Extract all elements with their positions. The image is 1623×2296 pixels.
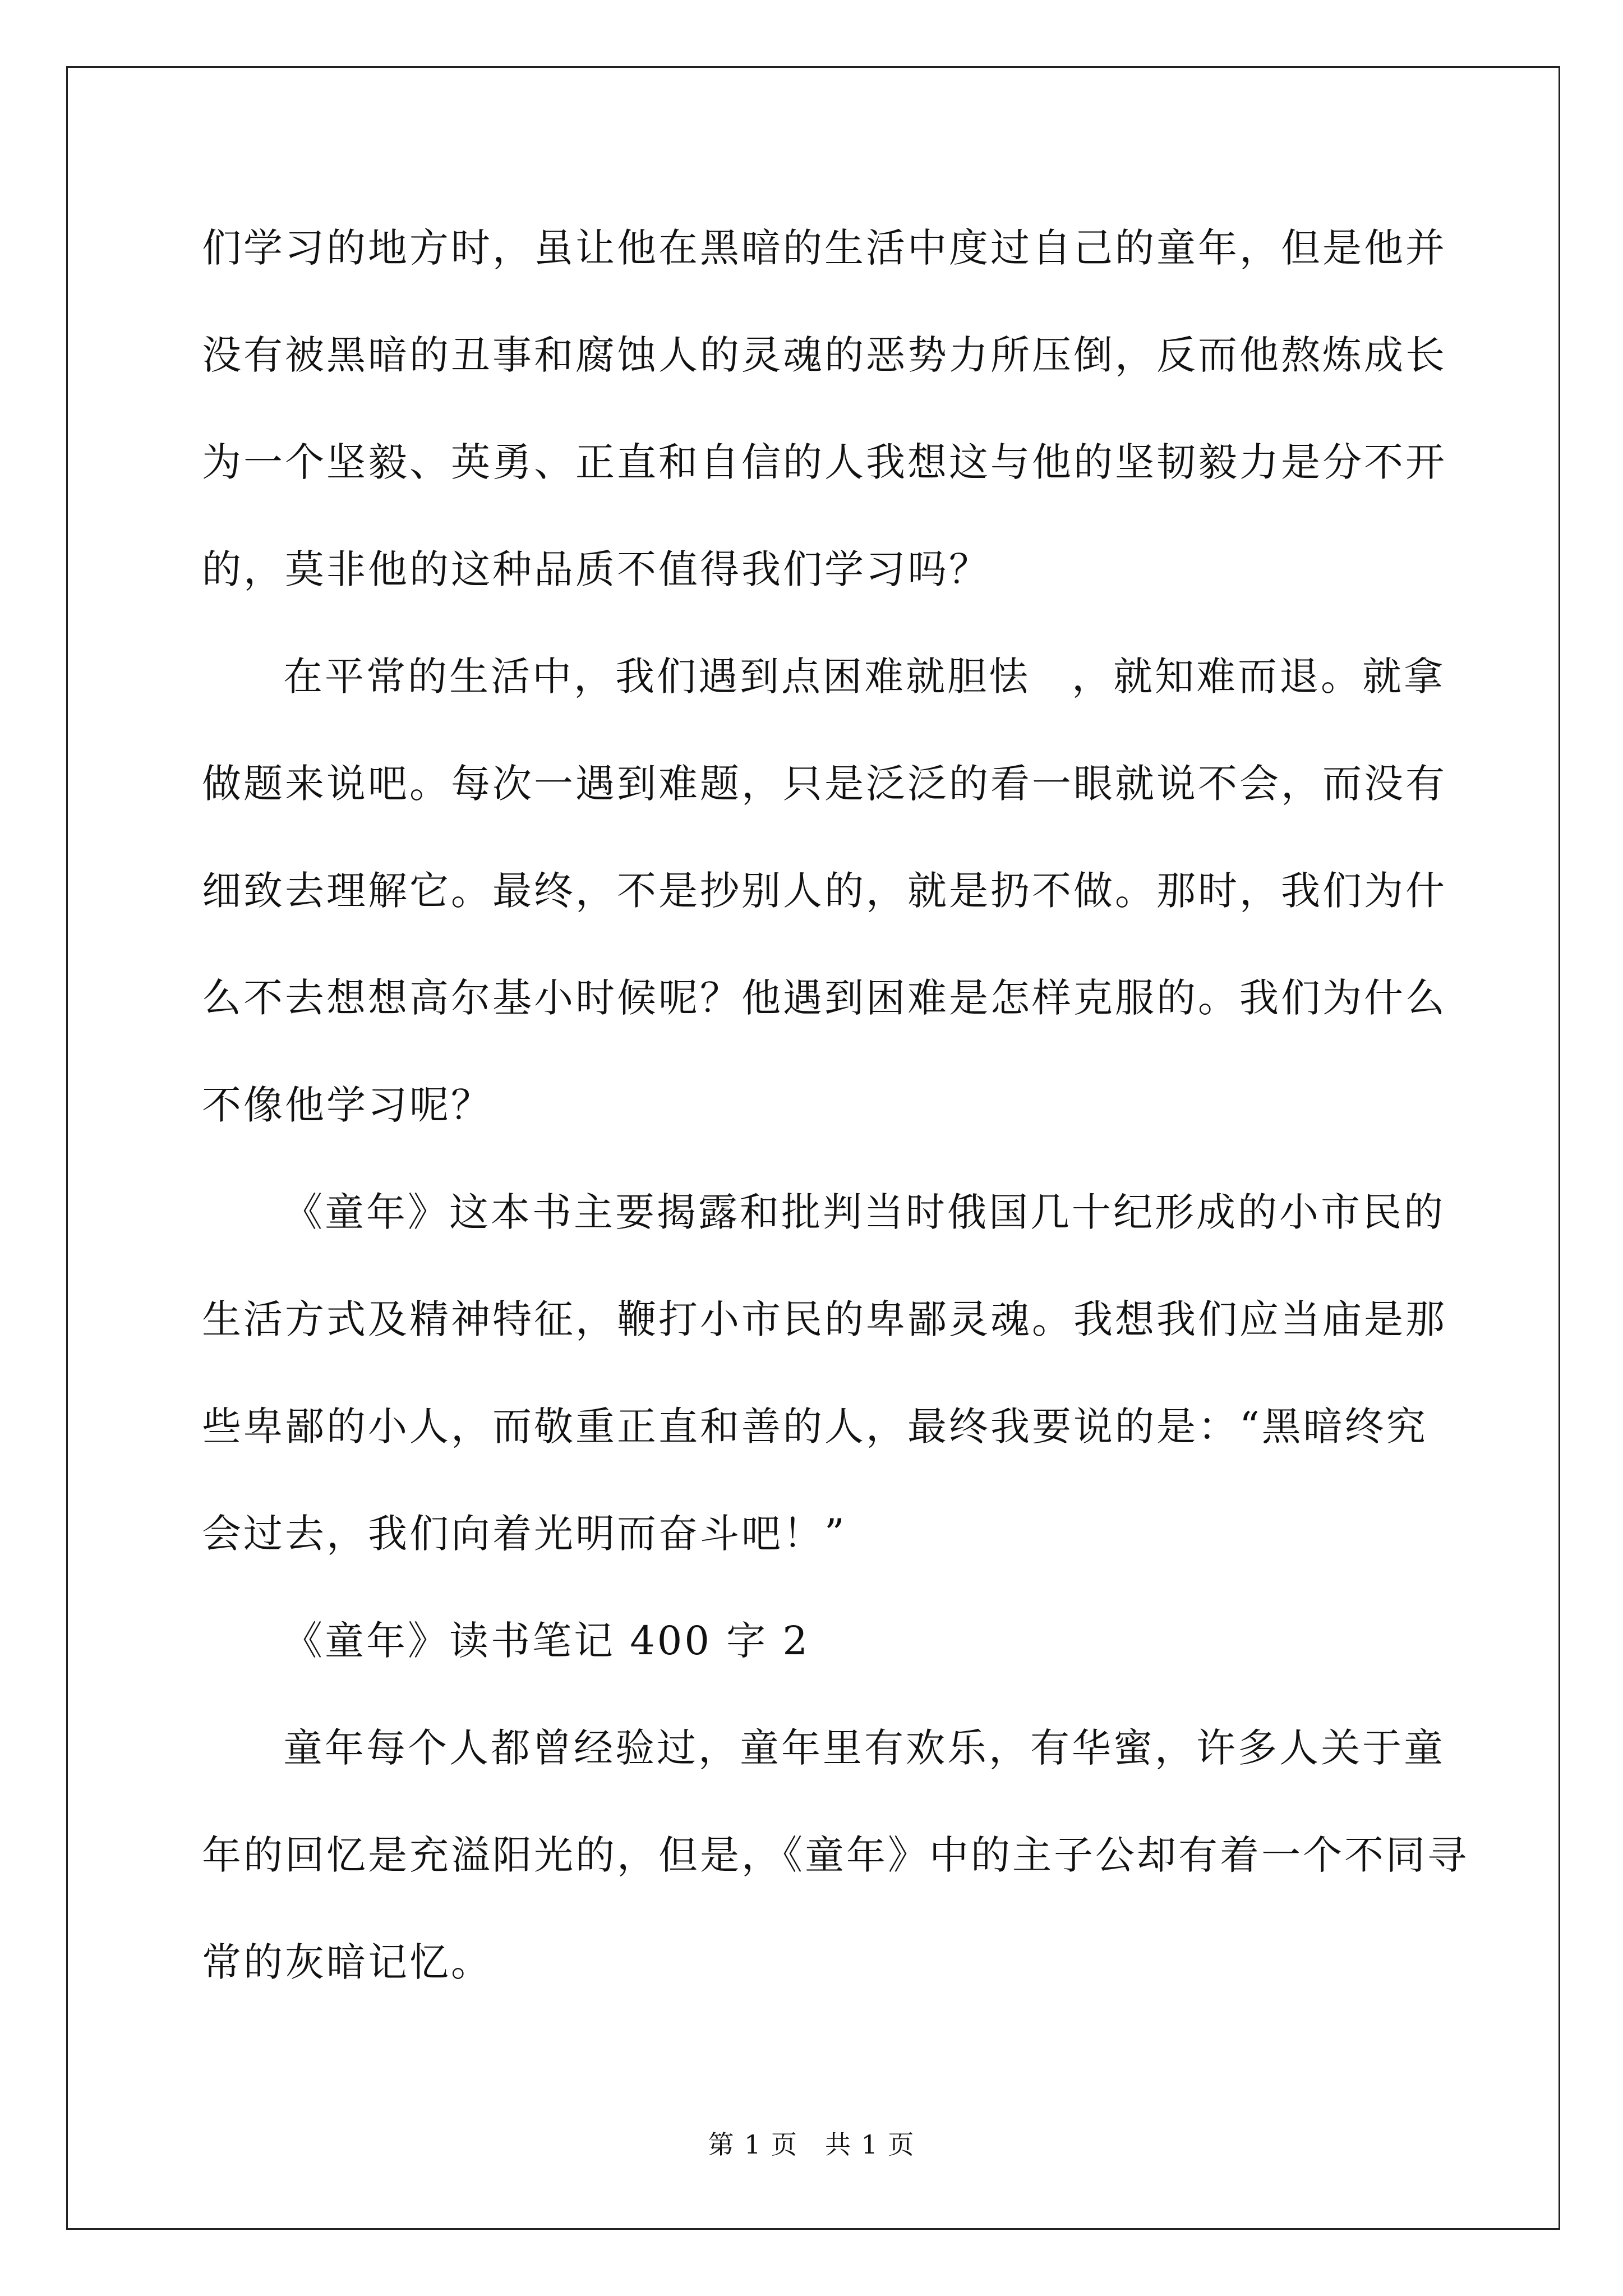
- paragraph-line: 年的回忆是充溢阳光的，但是，《童年》中的主子公却有着一个不同寻: [202, 1832, 1469, 1878]
- page-border: [66, 66, 1560, 2230]
- paragraph-line: 生活方式及精神特征，鞭打小市民的卑鄙灵魂。我想我们应当庙是那: [202, 1296, 1447, 1342]
- paragraph-line: 常的灰暗记忆。: [202, 1939, 492, 1985]
- paragraph-line: 《童年》这本书主要揭露和批判当时俄国几十纪形成的小市民的: [283, 1189, 1445, 1235]
- paragraph-line: 细致去理解它。最终，不是抄别人的，就是扔不做。那时，我们为什: [202, 868, 1447, 914]
- paragraph-line: 童年每个人都曾经验过，童年里有欢乐，有华蜜，许多人关于童: [283, 1725, 1445, 1771]
- paragraph-line: 为一个坚毅、英勇、正直和自信的人我想这与他的坚韧毅力是分不开: [202, 439, 1447, 485]
- paragraph-line: 们学习的地方时，虽让他在黑暗的生活中度过自己的童年，但是他并: [202, 225, 1447, 271]
- paragraph-line: 的，莫非他的这种品质不值得我们学习吗？: [202, 546, 990, 592]
- paragraph-line: 在平常的生活中，我们遇到点困难就胆怯 ，就知难而退。就拿: [283, 654, 1445, 700]
- paragraph-line: 么不去想想高尔基小时候呢？他遇到困难是怎样克服的。我们为什么: [202, 975, 1447, 1021]
- page-footer: 第 1 页 共 1 页: [708, 2129, 915, 2160]
- section-heading: 《童年》读书笔记 400 字 2: [283, 1618, 810, 1664]
- paragraph-line: 做题来说吧。每次一遇到难题，只是泛泛的看一眼就说不会，而没有: [202, 761, 1447, 807]
- paragraph-line: 些卑鄙的小人，而敬重正直和善的人，最终我要说的是：“黑暗终究: [202, 1404, 1428, 1450]
- paragraph-line: 不像他学习呢？: [202, 1082, 492, 1128]
- paragraph-line: 会过去，我们向着光明而奋斗吧！”: [202, 1511, 847, 1557]
- paragraph-line: 没有被黑暗的丑事和腐蚀人的灵魂的恶势力所压倒，反而他熬炼成长: [202, 332, 1447, 378]
